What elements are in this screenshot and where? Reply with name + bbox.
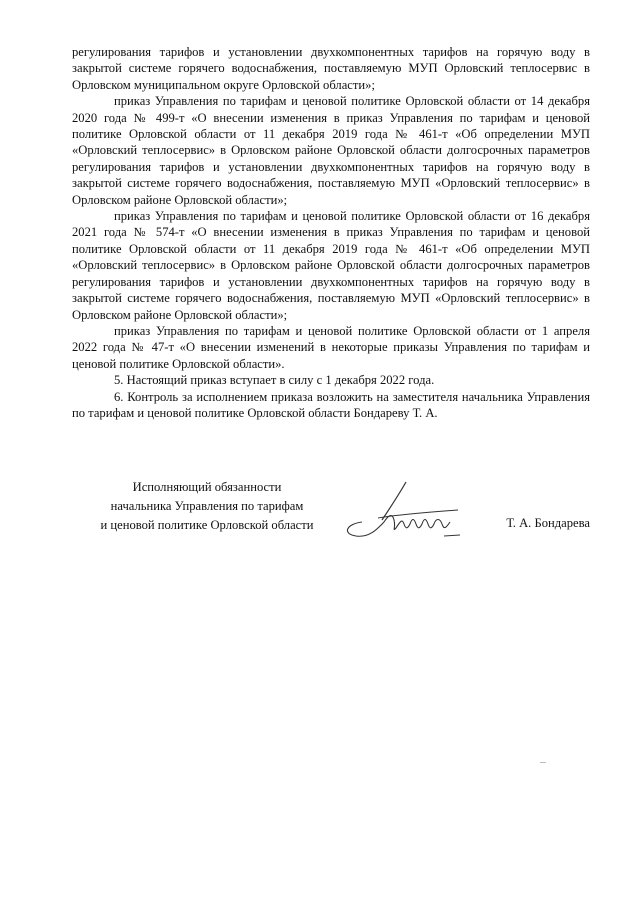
paragraph-5: 5. Настоящий приказ вступает в силу с 1 декабря 2022 года. bbox=[114, 373, 435, 388]
paragraph-6: 6. Контроль за исполнением приказа возложить на заместителя начальника Управления по тарифам и ценовой политике Орловской области Бондареву Т. А. bbox=[72, 389, 590, 420]
signatory-title-line-1: Исполняющий обязанности bbox=[132, 480, 282, 494]
paragraph-1: регулирования тарифов и установлении двухкомпонентных тарифов на горячую воду в закрытой системе горячего водоснабжения, поставляемую МУП Орловский теплосервис в Орловском муниципальном округе Орловской области»; bbox=[72, 45, 590, 92]
paragraph-2: приказ Управления по тарифам и ценовой политике Орловской области от 14 декабря 2020 года № 499-т «О внесении изменения в приказ Управления по тарифам и ценовой политике Орловской области от 11 декабря 2019 года № 461-т «Об определении МУП «Орловский теплосервис» в Орловском районе Орловской области долгосрочных параметров регулирования тарифов и установлении двухкомпонентных тарифов на горячую воду в закрытой системе горячего водоснабжения, поставляемую МУП «Орловский теплосервис» в Орловском районе Орловской области»; bbox=[72, 94, 590, 207]
scan-mark bbox=[540, 762, 546, 763]
signatory-title bbox=[72, 478, 342, 535]
paragraph-4: приказ Управления по тарифам и ценовой политике Орловской области от 1 апреля 2022 года № 47-т «О внесении изменений в некоторые приказы Управления по тарифам и ценовой политике Орловской области». bbox=[72, 323, 590, 371]
handwritten-signature bbox=[332, 478, 472, 544]
document-body bbox=[72, 44, 590, 421]
paragraph-3: приказ Управления по тарифам и ценовой политике Орловской области от 16 декабря 2021 года № 574-т «О внесении изменения в приказ Управления по тарифам и ценовой политике Орловской области от 11 декабря 2019 года № 461-т «Об определении МУП «Орловский теплосервис» в Орловском районе Орловской области долгосрочных параметров регулирования тарифов и установлении двухкомпонентных тарифов на горячую воду в закрытой системе горячего водоснабжения, поставляемую МУП «Орловский теплосервис» в Орловском районе Орловской области»; bbox=[72, 209, 590, 322]
signatory-title-line-3: и ценовой политике Орловской области bbox=[100, 518, 314, 532]
signatory-name: Т. А. Бондарева bbox=[506, 516, 590, 530]
signature-block bbox=[72, 478, 590, 548]
signatory-title-line-2: начальника Управления по тарифам bbox=[110, 499, 304, 513]
